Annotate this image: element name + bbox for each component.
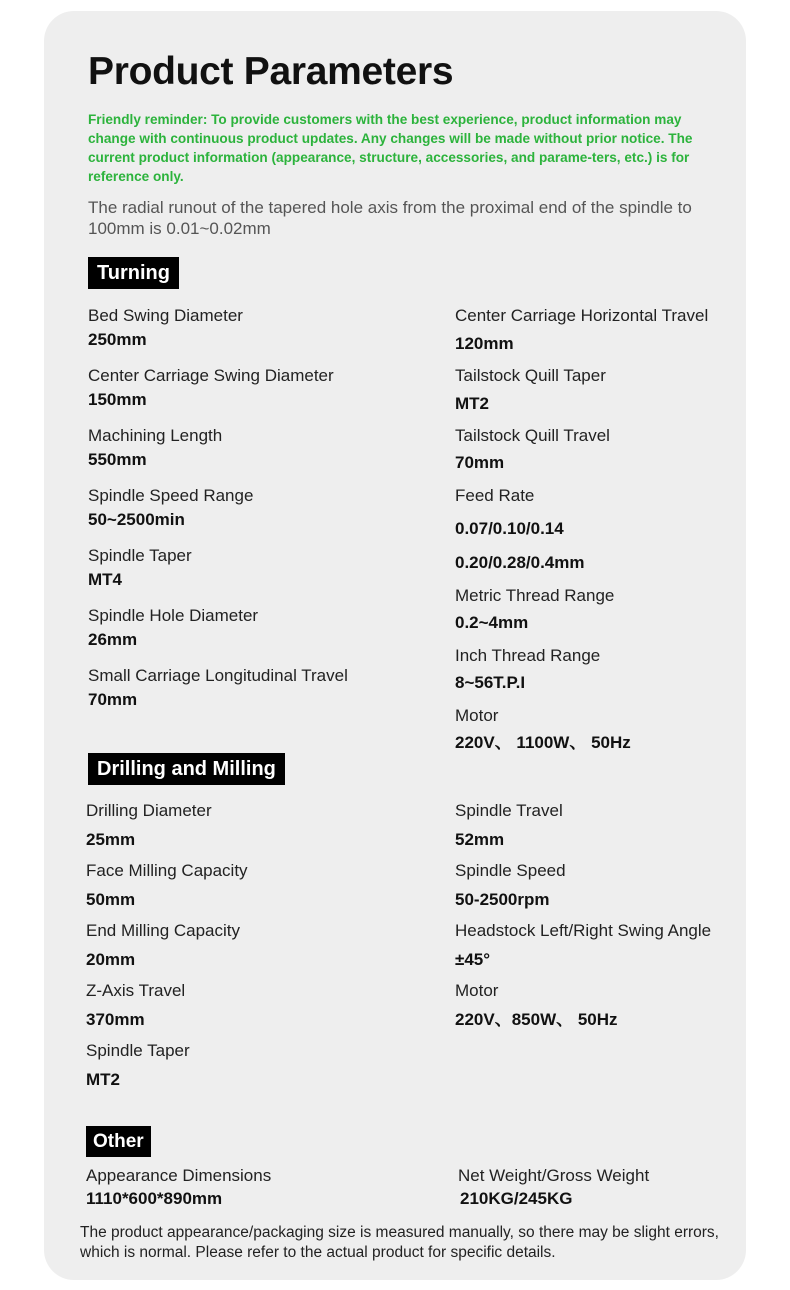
param-label: Spindle Speed [455,861,566,880]
page-title: Product Parameters [88,50,454,93]
param-label: Spindle Speed Range [88,486,254,505]
param-label: Z-Axis Travel [86,981,186,1000]
param-value: 550mm [88,450,147,469]
param-value: 50~2500min [88,510,185,529]
param-label: Motor [455,706,499,725]
param-value: 26mm [88,630,138,649]
param-label: Headstock Left/Right Swing Angle [455,921,712,940]
param-value: 120mm [455,334,514,353]
param-label: End Milling Capacity [86,921,241,940]
friendly-reminder: Friendly reminder: To provide customers with the best experience, product information may change with continuous product updates. Any changes will be made without prior notice. The current product information (appearance, structure, accessories, and parame-ters, etc.) is for reference only. [88,112,693,184]
footer-note: The product appearance/packaging size is measured manually, so there may be slight errors, which is normal. Please refer to the actual product for specific details. [80,1224,719,1261]
param-value: 50mm [86,890,136,909]
param-value: 52mm [455,830,505,849]
param-value: 1110*600*890mm [86,1189,223,1208]
param-label: Spindle Taper [86,1041,190,1060]
param-value: MT2 [86,1070,120,1089]
param-label: Center Carriage Swing Diameter [88,366,334,385]
param-label: Feed Rate [455,486,535,505]
param-value: 0.07/0.10/0.14 [455,519,564,538]
param-label: Tailstock Quill Travel [455,426,610,445]
param-label: Metric Thread Range [455,586,615,605]
param-label: Inch Thread Range [455,646,601,665]
param-value: 0.20/0.28/0.4mm [455,553,585,572]
section-heading-other: Other [86,1126,151,1157]
param-label: Motor [455,981,499,1000]
param-value: 70mm [455,453,505,472]
param-value: 220V、 1100W、 50Hz [455,733,631,752]
param-label: Small Carriage Longitudinal Travel [88,666,348,685]
param-value: MT2 [455,394,489,413]
param-label: Spindle Travel [455,801,563,820]
param-value: MT4 [88,570,122,589]
param-label: Face Milling Capacity [86,861,248,880]
param-value: 50-2500rpm [455,890,550,909]
param-label: Spindle Hole Diameter [88,606,259,625]
param-value: 210KG/245KG [460,1189,573,1208]
param-label: Center Carriage Horizontal Travel [455,306,709,325]
param-value: 25mm [86,830,136,849]
param-label: Machining Length [88,426,223,445]
param-label: Net Weight/Gross Weight [458,1166,650,1185]
param-value: 20mm [86,950,136,969]
section-heading-turning: Turning [88,257,179,289]
param-value: 70mm [88,690,138,709]
param-value: 8~56T.P.I [455,673,526,692]
param-value: 220V、850W、 50Hz [455,1010,618,1029]
param-label: Spindle Taper [88,546,192,565]
param-value: 250mm [88,330,147,349]
section-heading-drilling-milling: Drilling and Milling [88,753,285,785]
param-label: Tailstock Quill Taper [455,366,606,385]
runout-note: The radial runout of the tapered hole axis from the proximal end of the spindle to 100mm is 0.01~0.02mm [88,198,692,238]
param-label: Drilling Diameter [86,801,212,820]
param-label: Bed Swing Diameter [88,306,243,325]
param-label: Appearance Dimensions [86,1166,272,1185]
param-value: 0.2~4mm [455,613,529,632]
param-value: ±45° [455,950,491,969]
param-value: 370mm [86,1010,145,1029]
param-value: 150mm [88,390,147,409]
